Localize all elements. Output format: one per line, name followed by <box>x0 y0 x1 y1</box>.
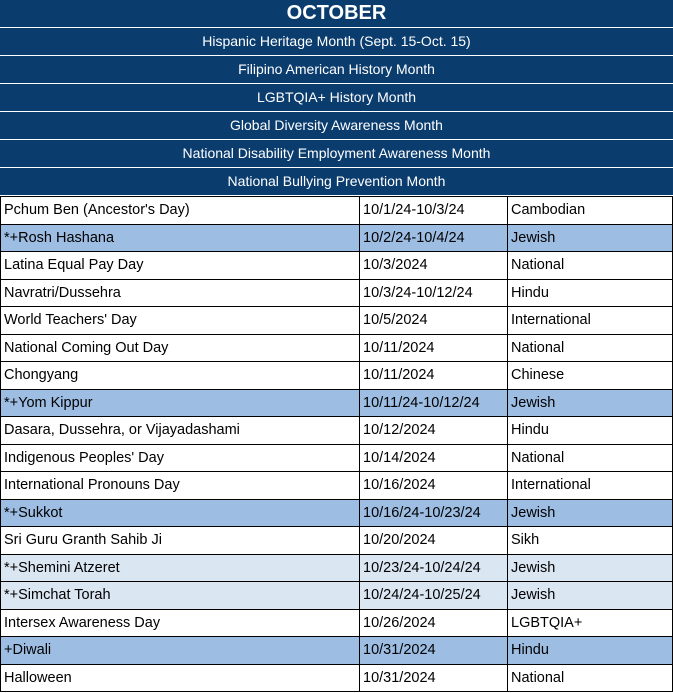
event-row <box>1 609 673 637</box>
event-date-cell: 10/16/24-10/23/24 <box>360 499 508 527</box>
event-group-cell: National <box>508 252 673 280</box>
event-name-cell: Navratri/Dussehra <box>1 279 360 307</box>
event-name-cell: *+Yom Kippur <box>1 389 360 417</box>
event-group-cell: International <box>508 307 673 335</box>
event-date-cell: 10/12/2024 <box>360 417 508 445</box>
event-group-cell: Jewish <box>508 582 673 610</box>
event-row <box>1 389 673 417</box>
observance-month-row: Hispanic Heritage Month (Sept. 15-Oct. 15) <box>0 28 673 56</box>
event-date-cell: 10/3/24-10/12/24 <box>360 279 508 307</box>
event-row <box>1 664 673 692</box>
event-row <box>1 444 673 472</box>
event-row <box>1 197 673 225</box>
event-group-cell: Jewish <box>508 389 673 417</box>
event-date-cell: 10/26/2024 <box>360 609 508 637</box>
event-group-cell: National <box>508 334 673 362</box>
event-group-cell: Cambodian <box>508 197 673 225</box>
event-row <box>1 554 673 582</box>
event-date-cell: 10/14/2024 <box>360 444 508 472</box>
event-group-cell: Hindu <box>508 279 673 307</box>
event-group-cell: National <box>508 664 673 692</box>
event-name-cell: Latina Equal Pay Day <box>1 252 360 280</box>
event-date-cell: 10/5/2024 <box>360 307 508 335</box>
event-date-cell: 10/23/24-10/24/24 <box>360 554 508 582</box>
event-group-cell: Jewish <box>508 499 673 527</box>
event-row <box>1 252 673 280</box>
event-name-cell: Chongyang <box>1 362 360 390</box>
event-row <box>1 224 673 252</box>
event-date-cell: 10/2/24-10/4/24 <box>360 224 508 252</box>
event-name-cell: National Coming Out Day <box>1 334 360 362</box>
event-row <box>1 637 673 665</box>
event-row <box>1 499 673 527</box>
event-date-cell: 10/16/2024 <box>360 472 508 500</box>
event-name-cell: World Teachers' Day <box>1 307 360 335</box>
event-name-cell: Dasara, Dussehra, or Vijayadashami <box>1 417 360 445</box>
event-date-cell: 10/20/2024 <box>360 527 508 555</box>
event-group-cell: Sikh <box>508 527 673 555</box>
events-table <box>0 196 673 692</box>
event-date-cell: 10/1/24-10/3/24 <box>360 197 508 225</box>
event-group-cell: Jewish <box>508 224 673 252</box>
event-row <box>1 472 673 500</box>
event-name-cell: *+Shemini Atzeret <box>1 554 360 582</box>
observance-month-row: Global Diversity Awareness Month <box>0 112 673 140</box>
event-date-cell: 10/31/2024 <box>360 637 508 665</box>
event-date-cell: 10/11/2024 <box>360 362 508 390</box>
event-name-cell: Pchum Ben (Ancestor's Day) <box>1 197 360 225</box>
event-row <box>1 582 673 610</box>
event-row <box>1 279 673 307</box>
event-date-cell: 10/11/24-10/12/24 <box>360 389 508 417</box>
event-row <box>1 334 673 362</box>
event-row <box>1 527 673 555</box>
event-name-cell: International Pronouns Day <box>1 472 360 500</box>
event-group-cell: Chinese <box>508 362 673 390</box>
observance-month-row: National Disability Employment Awareness Month <box>0 140 673 168</box>
event-name-cell: Indigenous Peoples' Day <box>1 444 360 472</box>
event-name-cell: Halloween <box>1 664 360 692</box>
event-group-cell: Hindu <box>508 637 673 665</box>
event-date-cell: 10/31/2024 <box>360 664 508 692</box>
month-title: OCTOBER <box>0 0 673 28</box>
event-name-cell: *+Simchat Torah <box>1 582 360 610</box>
event-row <box>1 362 673 390</box>
observance-month-row: National Bullying Prevention Month <box>0 168 673 196</box>
observance-month-row: Filipino American History Month <box>0 56 673 84</box>
event-group-cell: Jewish <box>508 554 673 582</box>
event-name-cell: Sri Guru Granth Sahib Ji <box>1 527 360 555</box>
event-name-cell: *+Rosh Hashana <box>1 224 360 252</box>
event-group-cell: International <box>508 472 673 500</box>
event-date-cell: 10/24/24-10/25/24 <box>360 582 508 610</box>
observance-month-row: LGBTQIA+ History Month <box>0 84 673 112</box>
event-date-cell: 10/3/2024 <box>360 252 508 280</box>
event-group-cell: Hindu <box>508 417 673 445</box>
event-row <box>1 417 673 445</box>
event-name-cell: Intersex Awareness Day <box>1 609 360 637</box>
event-name-cell: +Diwali <box>1 637 360 665</box>
event-group-cell: National <box>508 444 673 472</box>
event-date-cell: 10/11/2024 <box>360 334 508 362</box>
observance-months-list <box>0 28 673 196</box>
event-name-cell: *+Sukkot <box>1 499 360 527</box>
event-group-cell: LGBTQIA+ <box>508 609 673 637</box>
event-row <box>1 307 673 335</box>
